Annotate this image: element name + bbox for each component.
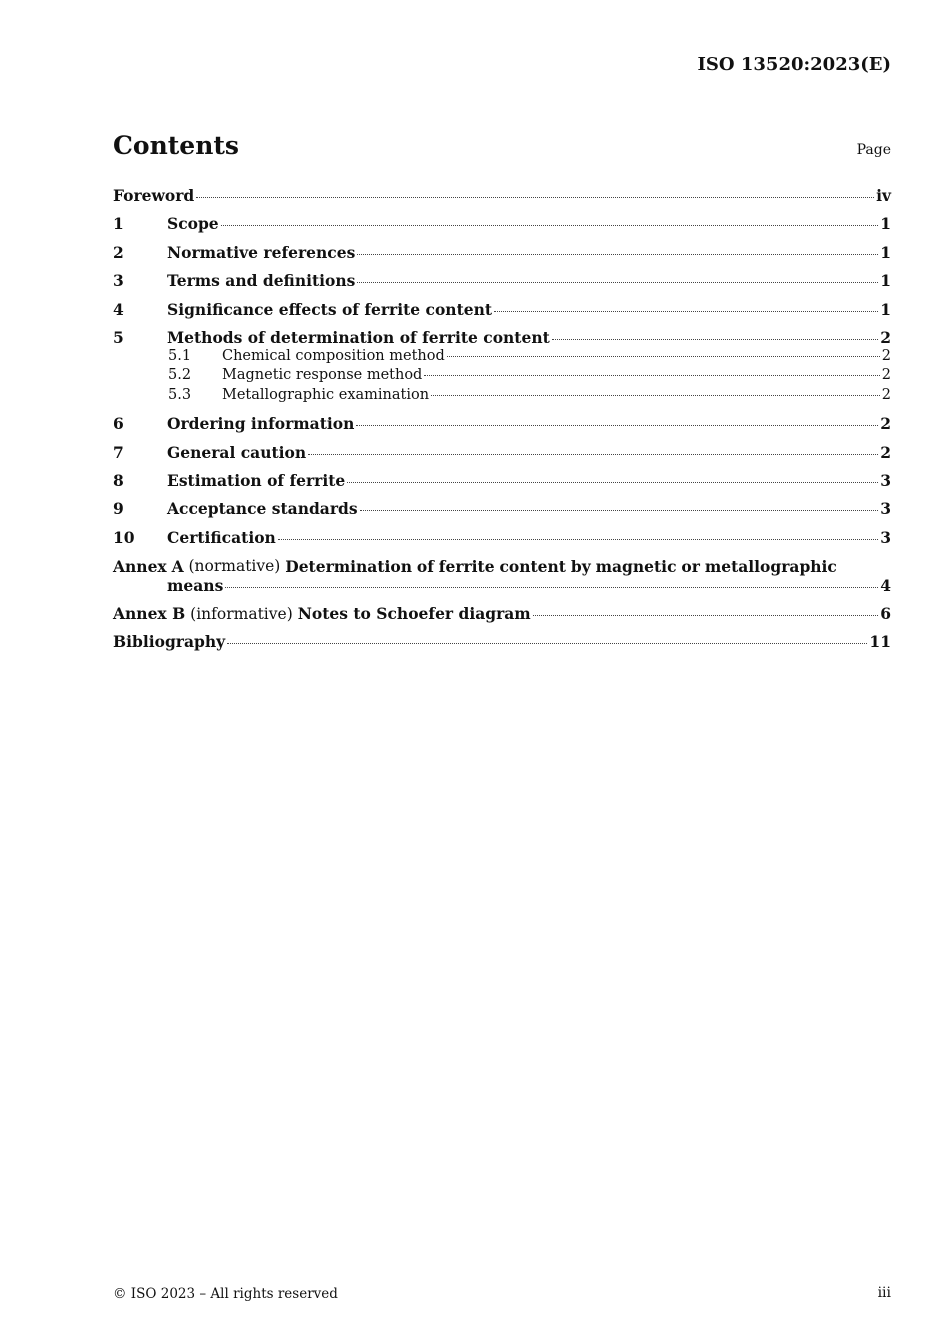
toc-number: 8 (113, 471, 124, 490)
annex-kind: (informative) (190, 605, 293, 623)
annex-title-word: or (681, 557, 700, 576)
toc-page: iv (876, 186, 891, 205)
toc-entry-annex-b[interactable] (113, 604, 891, 623)
toc-number: 5.1 (168, 348, 192, 364)
toc-page: 11 (869, 632, 891, 651)
dot-leader (225, 587, 878, 588)
annex-title-word: content (499, 557, 566, 576)
toc-page: 1 (880, 214, 891, 233)
toc-entry-methods-of-determination[interactable] (113, 328, 891, 347)
copyright-notice: © ISO 2023 – All rights reserved (113, 1286, 338, 1302)
toc-entry-estimation-of-ferrite[interactable] (113, 471, 891, 490)
toc-number: 3 (113, 271, 124, 290)
annex-title-word: of (416, 557, 434, 576)
dot-leader (533, 615, 878, 616)
toc-page: 1 (880, 271, 891, 290)
annex-kind: (normative) (188, 557, 281, 575)
toc-page: 1 (880, 243, 891, 262)
toc-number: 9 (113, 499, 124, 518)
toc-page: 2 (881, 348, 891, 364)
toc-title: Significance effects of ferrite content (167, 300, 493, 319)
toc-entry-annex-a[interactable] (113, 557, 837, 576)
toc-title: Foreword (113, 186, 195, 205)
toc-page: 3 (880, 528, 891, 547)
annex-word: Annex (113, 557, 167, 576)
dot-leader (431, 395, 880, 396)
toc-number: 5 (113, 328, 124, 347)
page-number: iii (877, 1285, 891, 1301)
annex-title-word: magnetic (595, 557, 677, 576)
toc-page: 2 (880, 414, 891, 433)
toc-entry-acceptance-standards[interactable] (113, 499, 891, 518)
dot-leader (357, 254, 878, 255)
toc-title: Magnetic response method (222, 367, 423, 383)
toc-page: 4 (880, 576, 891, 595)
toc-entry-bibliography[interactable] (113, 632, 891, 651)
toc-number: 5.3 (168, 387, 192, 403)
toc-title: Terms and definitions (167, 271, 356, 290)
toc-title: Acceptance standards (167, 499, 358, 518)
toc-subentry-chemical-composition[interactable] (113, 348, 891, 364)
dot-leader (221, 225, 879, 226)
toc-page: 2 (880, 443, 891, 462)
dot-leader (357, 282, 878, 283)
toc-subentry-magnetic-response[interactable] (113, 367, 891, 383)
annex-title-word: Determination (285, 557, 412, 576)
toc-entry-normative-references[interactable] (113, 243, 891, 262)
toc-page: 2 (881, 387, 891, 403)
annex-label: Annex B (113, 604, 186, 623)
toc-title: means (167, 576, 224, 595)
toc-entry-foreword[interactable] (113, 186, 891, 205)
toc-number: 5.2 (168, 367, 192, 383)
contents-title: Contents (113, 131, 240, 160)
dot-leader (552, 339, 878, 340)
toc-page: 1 (880, 300, 891, 319)
toc-number: 6 (113, 414, 124, 433)
toc-title: Estimation of ferrite (167, 471, 346, 490)
toc-entry-annex-a-continuation[interactable] (167, 576, 891, 595)
annex-title-word: by (570, 557, 591, 576)
dot-leader (347, 482, 878, 483)
toc-page: 3 (880, 471, 891, 490)
toc-title: Methods of determination of ferrite content (167, 328, 550, 347)
toc-title: Ordering information (167, 414, 355, 433)
dot-leader (196, 197, 874, 198)
annex-letter: A (171, 557, 184, 576)
toc-number: 1 (113, 214, 124, 233)
toc-page: 6 (880, 604, 891, 623)
toc-title: Normative references (167, 243, 356, 262)
dot-leader (447, 356, 880, 357)
toc-page: 2 (881, 367, 891, 383)
toc-title: Scope (167, 214, 219, 233)
dot-leader (308, 454, 878, 455)
annex-title-word: ferrite (438, 557, 495, 576)
toc-page: 3 (880, 499, 891, 518)
dot-leader (360, 510, 879, 511)
dot-leader (424, 375, 879, 376)
toc-entry-significance-effects[interactable] (113, 300, 891, 319)
annex-title-word: metallographic (704, 557, 837, 576)
toc-number: 7 (113, 443, 124, 462)
dot-leader (494, 311, 878, 312)
toc-subentry-metallographic-examination[interactable] (113, 387, 891, 403)
toc-entry-terms-and-definitions[interactable] (113, 271, 891, 290)
toc-entry-ordering-information[interactable] (113, 414, 891, 433)
page-column-label: Page (856, 142, 891, 158)
toc-title: Notes to Schoefer diagram (297, 604, 531, 623)
toc-entry-general-caution[interactable] (113, 443, 891, 462)
toc-number: 4 (113, 300, 124, 319)
toc-number: 2 (113, 243, 124, 262)
toc-number: 10 (113, 528, 135, 547)
toc-entry-certification[interactable] (113, 528, 891, 547)
toc-title: Certification (167, 528, 276, 547)
dot-leader (227, 643, 867, 644)
toc-title: Chemical composition method (222, 348, 445, 364)
toc-title: Bibliography (113, 632, 226, 651)
dot-leader (278, 539, 878, 540)
toc-entry-scope[interactable] (113, 214, 891, 233)
document-id: ISO 13520:2023(E) (697, 54, 891, 75)
toc-page: 2 (880, 328, 891, 347)
toc-title: Metallographic examination (222, 387, 430, 403)
dot-leader (356, 425, 878, 426)
toc-title: General caution (167, 443, 307, 462)
